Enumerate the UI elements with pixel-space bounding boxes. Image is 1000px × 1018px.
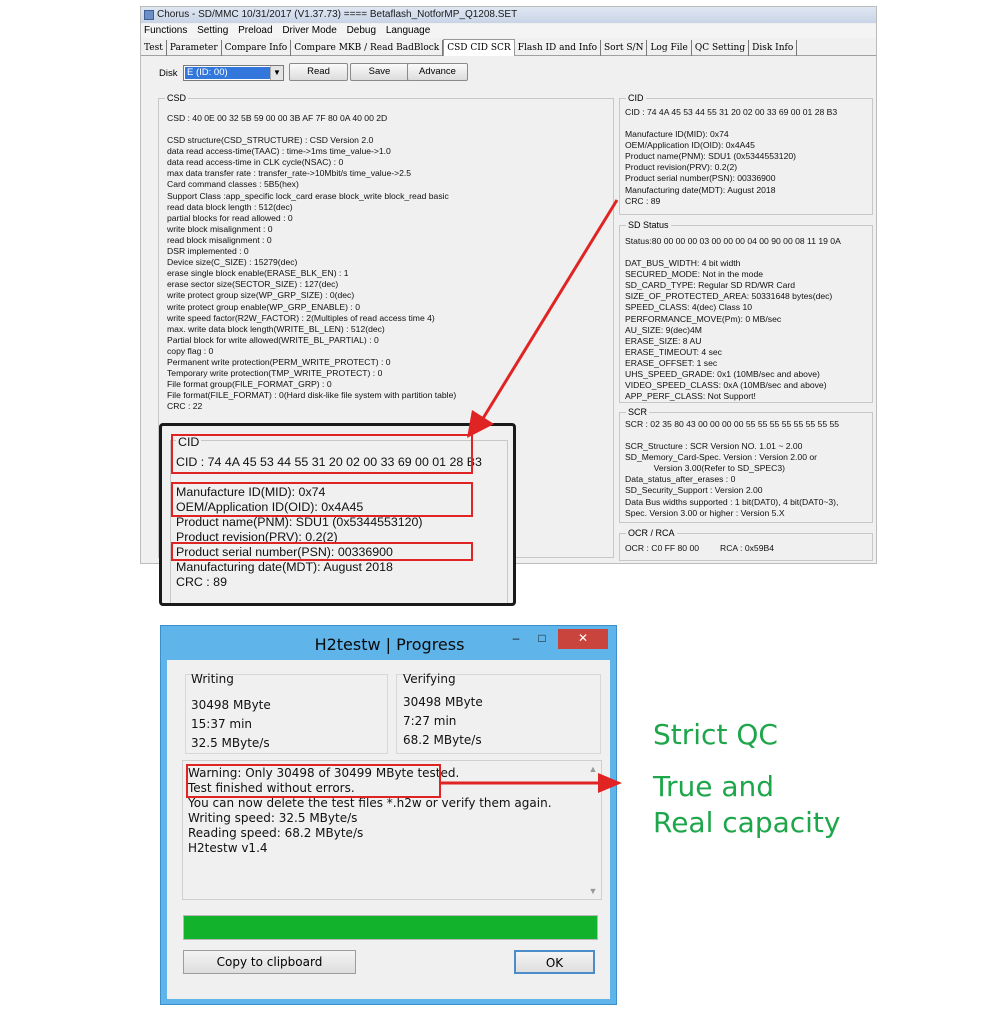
csd-line: DSR implemented : 0 bbox=[167, 246, 249, 257]
writing-label: Writing bbox=[191, 672, 234, 686]
ok-button[interactable]: OK bbox=[514, 950, 595, 974]
minimize-button[interactable]: – bbox=[512, 631, 520, 645]
copy-to-clipboard-button[interactable]: Copy to clipboard bbox=[183, 950, 356, 974]
scr-line: SCR_Structure : SCR Version NO. 1.01 ~ 2.00 bbox=[625, 441, 803, 452]
csd-line: CRC : 22 bbox=[167, 401, 203, 412]
log-line: Warning: Only 30498 of 30499 MByte tested. bbox=[188, 766, 460, 780]
zoom-cid-line: Product revision(PRV): 0.2(2) bbox=[176, 530, 338, 544]
cid-line: CID : 74 4A 45 53 44 55 31 20 02 00 33 69 00 01 28 B3 bbox=[625, 107, 838, 117]
cid-title: CID bbox=[628, 93, 644, 103]
cid-line: Product revision(PRV): 0.2(2) bbox=[625, 162, 738, 173]
advance-button[interactable]: Advance bbox=[407, 63, 468, 81]
csd-line: Permanent write protection(PERM_WRITE_PROTECT) : 0 bbox=[167, 356, 391, 367]
scr-line: Data Bus widths supported : 1 bit(DAT0), 4 bit(DAT0~3), bbox=[625, 496, 839, 507]
log-line: Reading speed: 68.2 MByte/s bbox=[188, 826, 364, 840]
verifying-speed: 68.2 MByte/s bbox=[403, 733, 482, 747]
tab-flash-id[interactable]: Flash ID and Info bbox=[515, 40, 601, 56]
close-button[interactable]: ✕ bbox=[558, 629, 608, 649]
log-line: H2testw v1.4 bbox=[188, 841, 268, 855]
csd-line: write protect group size(WP_GRP_SIZE) : 0(dec) bbox=[167, 290, 355, 301]
csd-line: read data block length : 512(dec) bbox=[167, 201, 293, 212]
csd-line: max data transfer rate : transfer_rate->10Mbit/s time_value->2.5 bbox=[167, 168, 412, 179]
scroll-down-icon[interactable]: ▼ bbox=[588, 886, 598, 896]
sd-status-line: AU_SIZE: 9(dec)4M bbox=[625, 324, 702, 335]
csd-line: data read access-time in CLK cycle(NSAC) : 0 bbox=[167, 157, 344, 168]
cid-line: Product name(PNM): SDU1 (0x5344553120) bbox=[625, 151, 797, 162]
csd-line: Device size(C_SIZE) : 15279(dec) bbox=[167, 257, 298, 268]
tab-parameter[interactable]: Parameter bbox=[167, 40, 222, 56]
csd-line: File format(FILE_FORMAT) : 0(Hard disk-like file system with partition table) bbox=[167, 390, 457, 401]
csd-line: write speed factor(R2W_FACTOR) : 2(Multiples of read access time 4) bbox=[167, 312, 435, 323]
scr-line: SCR : 02 35 80 43 00 00 00 00 55 55 55 55 55 55 55 55 bbox=[625, 419, 840, 429]
zoom-cid-line: Product serial number(PSN): 00336900 bbox=[176, 545, 393, 559]
csd-line: write protect group enable(WP_GRP_ENABLE) : 0 bbox=[167, 301, 360, 312]
save-button[interactable]: Save bbox=[350, 63, 409, 81]
scr-line: Spec. Version 3.00 or higher : Version 5.X bbox=[625, 507, 785, 518]
verifying-time: 7:27 min bbox=[403, 714, 457, 728]
sd-status-line: SPEED_CLASS: 4(dec) Class 10 bbox=[625, 302, 753, 313]
zoom-cid-line: OEM/Application ID(OID): 0x4A45 bbox=[176, 500, 364, 514]
arrow-head-cid bbox=[467, 410, 494, 438]
sd-status-line: PERFORMANCE_MOVE(Pm): 0 MB/sec bbox=[625, 313, 782, 324]
scr-line: SD_Security_Support : Version 2.00 bbox=[625, 485, 763, 496]
csd-line: Support Class :app_specific lock_card erase block_write block_read basic bbox=[167, 190, 449, 201]
caption-strict-qc: Strict QC bbox=[653, 718, 778, 751]
sd-status-line: UHS_SPEED_GRADE: 0x1 (10MB/sec and above) bbox=[625, 369, 820, 380]
csd-line: read block misalignment : 0 bbox=[167, 234, 272, 245]
sd-status-line: VIDEO_SPEED_CLASS: 0xA (10MB/sec and above) bbox=[625, 380, 827, 391]
zoom-cid-title: CID bbox=[178, 435, 200, 449]
csd-line: copy flag : 0 bbox=[167, 345, 214, 356]
csd-line: CSD structure(CSD_STRUCTURE) : CSD Version 2.0 bbox=[167, 135, 374, 146]
cid-line: Manufacture ID(MID): 0x74 bbox=[625, 129, 729, 140]
tab-csd-cid-scr[interactable]: CSD CID SCR bbox=[443, 39, 514, 56]
tab-sort-sn[interactable]: Sort S/N bbox=[601, 40, 647, 56]
writing-time: 15:37 min bbox=[191, 717, 253, 731]
ocr-rca-title: OCR / RCA bbox=[628, 528, 675, 538]
csd-line: Partial block for write allowed(WRITE_BL_PARTIAL) : 0 bbox=[167, 334, 379, 345]
sd-status-line: Status:80 00 00 00 03 00 00 00 04 00 90 00 08 11 19 0A bbox=[625, 236, 841, 246]
csd-line: partial blocks for read allowed : 0 bbox=[167, 212, 293, 223]
rca-value: RCA : 0x59B4 bbox=[720, 543, 774, 553]
menu-preload[interactable]: Preload bbox=[238, 25, 273, 36]
tab-disk-info[interactable]: Disk Info bbox=[749, 40, 797, 56]
sd-status-line: ERASE_TIMEOUT: 4 sec bbox=[625, 346, 722, 357]
scr-title: SCR bbox=[628, 407, 648, 417]
cid-line: CRC : 89 bbox=[625, 195, 661, 206]
sd-status-title: SD Status bbox=[628, 220, 669, 230]
tab-log-file[interactable]: Log File bbox=[647, 40, 691, 56]
csd-line: CSD : 40 0E 00 32 5B 59 00 00 3B AF 7F 80 0A 40 00 2D bbox=[167, 113, 388, 123]
zoom-cid-line: Product name(PNM): SDU1 (0x5344553120) bbox=[176, 515, 423, 529]
writing-speed: 32.5 MByte/s bbox=[191, 736, 270, 750]
csd-line: Card command classes : 5B5(hex) bbox=[167, 179, 299, 190]
chorus-title: Chorus - SD/MMC 10/31/2017 (V1.37.73) ==== Betaflash_NotforMP_Q1208.SET bbox=[157, 9, 518, 20]
sd-status-line: ERASE_OFFSET: 1 sec bbox=[625, 357, 718, 368]
sd-status-line: ERASE_SIZE: 8 AU bbox=[625, 335, 702, 346]
tab-compare-info[interactable]: Compare Info bbox=[222, 40, 292, 56]
caption-real-capacity: Real capacity bbox=[653, 806, 841, 839]
csd-line: write block misalignment : 0 bbox=[167, 223, 273, 234]
csd-line: File format group(FILE_FORMAT_GRP) : 0 bbox=[167, 379, 332, 390]
log-line: You can now delete the test files *.h2w or verify them again. bbox=[188, 796, 552, 810]
menu-debug[interactable]: Debug bbox=[346, 25, 377, 36]
tab-test[interactable]: Test bbox=[141, 40, 167, 56]
zoom-cid-line: CID : 74 4A 45 53 44 55 31 20 02 00 33 69 00 01 28 B3 bbox=[176, 455, 482, 469]
sd-status-line: SIZE_OF_PROTECTED_AREA: 50331648 bytes(dec) bbox=[625, 291, 833, 302]
writing-size: 30498 MByte bbox=[191, 698, 271, 712]
scroll-up-icon[interactable]: ▲ bbox=[588, 764, 598, 774]
log-line: Writing speed: 32.5 MByte/s bbox=[188, 811, 358, 825]
menu-functions[interactable]: Functions bbox=[144, 25, 188, 36]
menu-driver-mode[interactable]: Driver Mode bbox=[282, 25, 337, 36]
scr-line: Version 3.00(Refer to SD_SPEC3) bbox=[625, 463, 786, 474]
h2testw-title: H2testw | Progress bbox=[314, 635, 465, 654]
csd-line: erase single block enable(ERASE_BLK_EN) : 1 bbox=[167, 268, 349, 279]
csd-line: max. write data block length(WRITE_BL_LEN) : 512(dec) bbox=[167, 323, 385, 334]
cid-line: OEM/Application ID(OID): 0x4A45 bbox=[625, 140, 755, 151]
chevron-down-icon[interactable]: ▼ bbox=[270, 66, 283, 80]
csd-line: Temporary write protection(TMP_WRITE_PROTECT) : 0 bbox=[167, 368, 383, 379]
tab-compare-mkb[interactable]: Compare MKB / Read BadBlock bbox=[291, 40, 443, 56]
maximize-button[interactable]: □ bbox=[538, 631, 546, 645]
caption-true-and: True and bbox=[653, 770, 775, 803]
zoom-cid-line: CRC : 89 bbox=[176, 575, 227, 589]
zoom-cid-line: Manufacture ID(MID): 0x74 bbox=[176, 485, 326, 499]
csd-line: erase sector size(SECTOR_SIZE) : 127(dec) bbox=[167, 279, 339, 290]
sd-status-line: SECURED_MODE: Not in the mode bbox=[625, 269, 764, 280]
scr-line: Data_status_after_erases : 0 bbox=[625, 474, 736, 485]
scr-line: SD_Memory_Card-Spec. Version : Version 2.00 or bbox=[625, 452, 818, 463]
menu-setting[interactable]: Setting bbox=[197, 25, 229, 36]
sd-status-line: SD_CARD_TYPE: Regular SD RD/WR Card bbox=[625, 280, 796, 291]
csd-line: data read access-time(TAAC) : time->1ms time_value->1.0 bbox=[167, 146, 391, 157]
verifying-size: 30498 MByte bbox=[403, 695, 483, 709]
log-line: Test finished without errors. bbox=[188, 781, 355, 795]
arrow-line-cid bbox=[482, 200, 617, 420]
ocr-value: OCR : C0 FF 80 00 bbox=[625, 543, 700, 553]
sd-status-line: DAT_BUS_WIDTH: 4 bit width bbox=[625, 258, 741, 269]
read-button[interactable]: Read bbox=[289, 63, 348, 81]
tab-qc-setting[interactable]: QC Setting bbox=[692, 40, 749, 56]
menu-language[interactable]: Language bbox=[385, 25, 431, 36]
sd-status-line: APP_PERF_CLASS: Not Support! bbox=[625, 391, 756, 402]
disk-select-value: E (ID: 00) bbox=[185, 67, 270, 79]
zoom-cid-line: Manufacturing date(MDT): August 2018 bbox=[176, 560, 393, 574]
disk-label: Disk bbox=[159, 68, 178, 79]
verifying-label: Verifying bbox=[403, 672, 456, 686]
cid-line: Product serial number(PSN): 00336900 bbox=[625, 173, 776, 184]
cid-line: Manufacturing date(MDT): August 2018 bbox=[625, 184, 776, 195]
arrow-head-result bbox=[598, 773, 622, 793]
csd-title: CSD bbox=[167, 93, 187, 103]
